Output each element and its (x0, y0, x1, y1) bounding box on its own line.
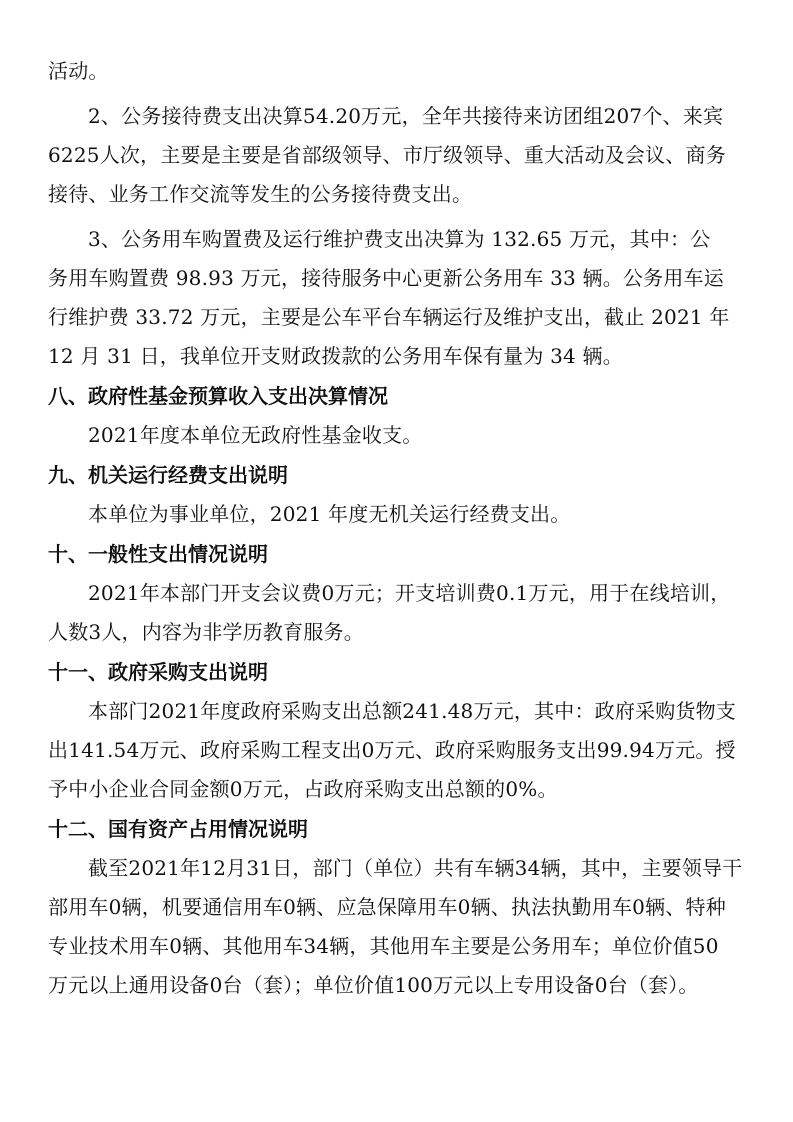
section-heading-11: 十一、政府采购支出说明 (48, 660, 268, 684)
text-line: 2、公务接待费支出决算54.20万元，全年共接待来访团组207个、来宾 (88, 104, 724, 128)
text-line: 6225人次，主要是主要是省部级领导、市厅级领导、重大活动及会议、商务 (48, 143, 726, 167)
text-line: 活动。 (48, 59, 109, 83)
document-page (48, 52, 748, 1005)
text-line: 本部门2021年度政府采购支出总额241.48万元，其中：政府采购货物支 (88, 699, 737, 723)
text-line: 12 月 31 日，我单位开支财政拨款的公务用车保有量为 34 辆。 (48, 344, 623, 368)
text-line: 2021年本部门开支会议费0万元；开支培训费0.1万元，用于在线培训， (88, 581, 731, 605)
text-line: 接待、业务工作交流等发生的公务接待费支出。 (48, 182, 473, 206)
text-line: 部用车0辆，机要通信用车0辆、应急保障用车0辆、执法执勤用车0辆、特种 (48, 895, 726, 919)
section-heading-12: 十二、国有资产占用情况说明 (48, 817, 308, 841)
text-line: 出141.54万元、政府采购工程支出0万元、政府采购服务支出99.94万元。授 (48, 738, 736, 762)
section-heading-9: 九、机关运行经费支出说明 (48, 463, 288, 487)
text-line: 予中小企业合同金额0万元，占政府采购支出总额的0%。 (48, 777, 558, 801)
text-line: 本单位为事业单位，2021 年度无机关运行经费支出。 (88, 502, 571, 526)
section-heading-8: 八、政府性基金预算收入支出决算情况 (48, 384, 388, 408)
text-line: 3、公务用车购置费及运行维护费支出决算为 132.65 万元，其中：公 (88, 227, 711, 251)
text-line: 2021年度本单位无政府性基金收支。 (88, 423, 423, 447)
text-line: 务用车购置费 98.93 万元，接待服务中心更新公务用车 33 辆。公务用车运 (48, 266, 724, 290)
text-line: 行维护费 33.72 万元，主要是公车平台车辆运行及维护支出，截止 2021 年 (48, 305, 730, 329)
text-line: 截至2021年12月31日，部门（单位）共有车辆34辆，其中，主要领导干 (88, 856, 743, 880)
text-line: 人数3人，内容为非学历教育服务。 (48, 620, 364, 644)
text-line: 万元以上通用设备0台（套）；单位价值100万元以上专用设备0台（套）。 (48, 973, 699, 997)
text-line: 专业技术用车0辆、其他用车34辆，其他用车主要是公务用车；单位价值50 (48, 934, 719, 958)
section-heading-10: 十、一般性支出情况说明 (48, 542, 268, 566)
